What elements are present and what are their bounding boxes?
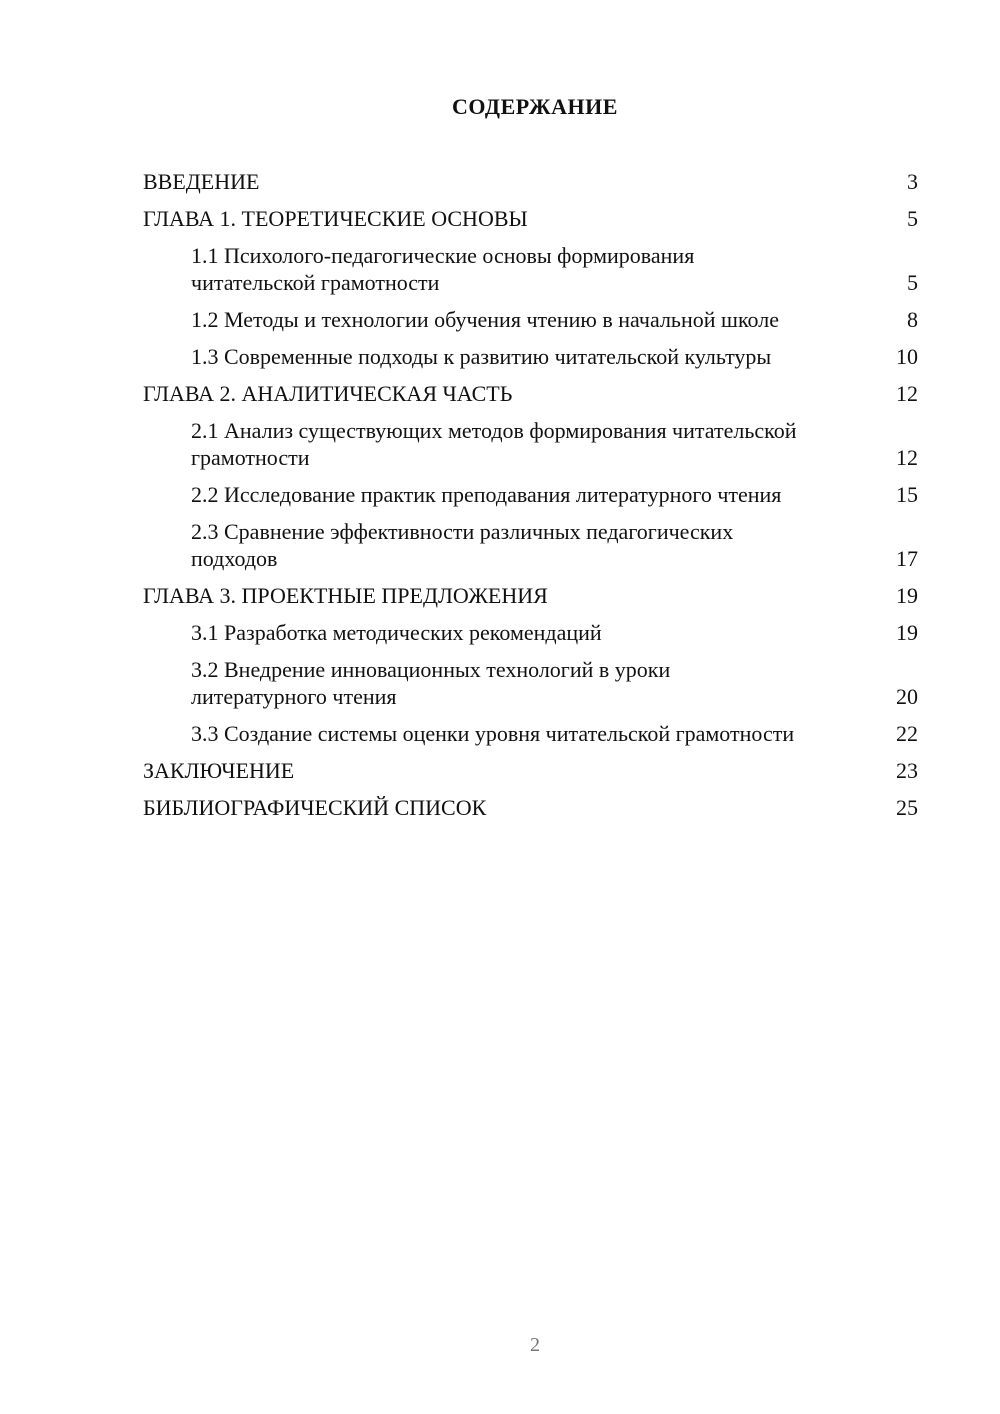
toc-entry-page: 17 — [896, 546, 918, 571]
toc-entry-text: 2.1 Анализ существующих методов формирования читательской грамотности — [191, 418, 797, 470]
toc-title: СОДЕРЖАНИЕ — [452, 94, 618, 119]
toc-entry-text: 2.2 Исследование практик преподавания литературного чтения — [191, 482, 782, 507]
toc-entry-page: 12 — [896, 381, 918, 406]
toc-entry-section-3-3[interactable] — [143, 720, 918, 747]
toc-entry-section-1-2[interactable] — [143, 306, 918, 333]
toc-entry-page: 8 — [907, 307, 918, 332]
toc-entry-section-3-2[interactable] — [143, 656, 918, 710]
toc-entry-text: ВВЕДЕНИЕ — [143, 169, 260, 194]
toc-entry-page: 12 — [896, 445, 918, 470]
toc-entry-section-1-3[interactable] — [143, 343, 918, 370]
toc-entry-text: ГЛАВА 1. ТЕОРЕТИЧЕСКИЕ ОСНОВЫ — [143, 206, 528, 231]
toc-entry-page: 10 — [896, 344, 918, 369]
toc-entry-bibliography[interactable] — [143, 794, 918, 821]
toc-entry-page: 22 — [896, 721, 918, 746]
toc-entry-text: 1.1 Психолого-педагогические основы формирования читательской грамотности — [191, 243, 695, 295]
toc-entry-page: 15 — [896, 482, 918, 507]
toc-entry-page: 5 — [907, 270, 918, 295]
table-of-contents — [143, 168, 918, 831]
toc-entry-chapter-3[interactable] — [143, 582, 918, 609]
toc-entry-text: ГЛАВА 2. АНАЛИТИЧЕСКАЯ ЧАСТЬ — [143, 381, 513, 406]
toc-entry-text: 1.3 Современные подходы к развитию читательской культуры — [191, 344, 772, 369]
toc-entry-page: 23 — [896, 758, 918, 783]
toc-entry-text: ГЛАВА 3. ПРОЕКТНЫЕ ПРЕДЛОЖЕНИЯ — [143, 583, 548, 608]
toc-entry-section-2-1[interactable] — [143, 417, 918, 471]
toc-entry-section-1-1[interactable] — [143, 242, 918, 296]
toc-entry-introduction[interactable] — [143, 168, 918, 195]
toc-entry-page: 3 — [907, 169, 918, 194]
toc-entry-section-2-3[interactable] — [143, 518, 918, 572]
toc-entry-text: 2.3 Сравнение эффективности различных педагогических подходов — [191, 519, 734, 571]
toc-entry-text: 3.1 Разработка методических рекомендаций — [191, 620, 602, 645]
toc-entry-text: БИБЛИОГРАФИЧЕСКИЙ СПИСОК — [143, 795, 487, 820]
toc-entry-page: 19 — [896, 620, 918, 645]
toc-entry-chapter-1[interactable] — [143, 205, 918, 232]
toc-entry-page: 25 — [896, 795, 918, 820]
toc-entry-text: 3.3 Создание системы оценки уровня читательской грамотности — [191, 721, 795, 746]
toc-entry-conclusion[interactable] — [143, 757, 918, 784]
toc-entry-chapter-2[interactable] — [143, 380, 918, 407]
toc-entry-page: 5 — [907, 206, 918, 231]
toc-entry-text: 1.2 Методы и технологии обучения чтению в начальной школе — [191, 307, 779, 332]
toc-entry-page: 19 — [896, 583, 918, 608]
toc-entry-page: 20 — [896, 684, 918, 709]
toc-entry-text: ЗАКЛЮЧЕНИЕ — [143, 758, 295, 783]
page-number: 2 — [530, 1334, 540, 1356]
toc-entry-section-2-2[interactable] — [143, 481, 918, 508]
toc-entry-text: 3.2 Внедрение инновационных технологий в уроки литературного чтения — [191, 657, 671, 709]
toc-entry-section-3-1[interactable] — [143, 619, 918, 646]
